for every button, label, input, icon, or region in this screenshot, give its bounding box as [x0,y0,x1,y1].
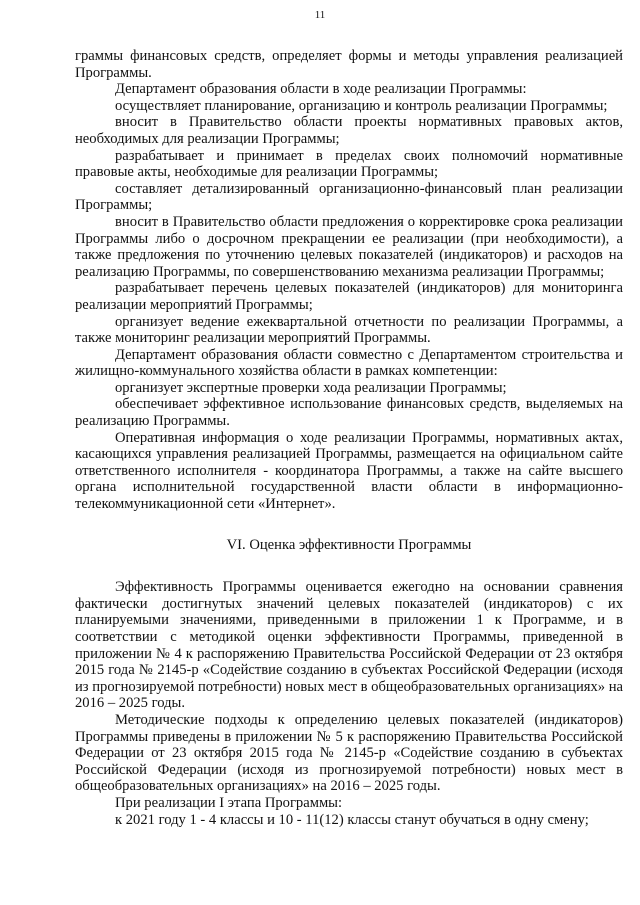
section-heading: VI. Оценка эффективности Программы [226,536,472,553]
list-item: к 2021 году 1 - 4 классы и 10 - 11(12) классы станут обучаться в одну смену; [115,811,589,828]
document-body [75,48,623,828]
paragraph: Эффективность Программы оценивается ежегодно на основании сравнения фактически достигнутых значений целевых показателей (индикаторов) с их планируемыми значениями, приведенными в приложении 1 к Программе, и в соответствии с методикой оценки эффективности Программы, приведенной в приложении № 4 к распоряжению Правительства Российской Федерации от 23 октября 2015 года № 2145-р «Содействие созданию в субъектах Российской Федерации (исходя из прогнозируемой потребности) новых мест в общеобразовательных организациях» на 2016 – 2025 годы. [75,579,623,712]
page-number: 11 [314,9,326,21]
list-item: организует ведение ежеквартальной отчетности по реализации Программы, а также мониторинг реализации мероприятий Программы. [75,313,623,347]
paragraph: Департамент образования области в ходе реализации Программы: [115,81,527,98]
list-item: организует экспертные проверки хода реализации Программы; [115,379,507,396]
paragraph: При реализации I этапа Программы: [115,794,343,811]
list-item: вносит в Правительство области проекты нормативных правовых актов, необходимых для реализации Программы; [75,114,623,147]
list-item: разрабатывает и принимает в пределах своих полномочий нормативные правовые акты, необходимые для реализации Программы; [75,147,623,181]
paragraph: Оперативная информация о ходе реализации Программы, нормативных актах, касающихся управления реализацией Программы, размещается на официальном сайте ответственного исполнителя - координатора Программы, а также на сайте высшего органа исполнительной государственной власти области в информационно-телекоммуникационной сети «Интернет». [75,429,623,513]
list-item: разрабатывает перечень целевых показателей (индикаторов) для мониторинга реализации мероприятий Программы; [75,280,623,313]
paragraph: Департамент образования области совместно с Департаментом строительства и жилищно-коммунального хозяйства области в рамках компетенции: [75,346,623,380]
list-item: обеспечивает эффективное использование финансовых средств, выделяемых на реализацию Программы. [75,396,623,430]
paragraph: граммы финансовых средств, определяет формы и методы управления реализацией Программы. [75,48,623,81]
paragraph: Методические подходы к определению целевых показателей (индикаторов) Программы приведены в приложении № 5 к распоряжению Правительства Российской Федерации от 23 октября 2015 года № 2145-р «Содействие созданию в субъектах Российской Федерации (исходя из прогнозируемой потребности) новых мест в общеобразовательных организациях» на 2016 – 2025 годы. [75,711,623,795]
list-item: вносит в Правительство области предложения о корректировке срока реализации Программы либо о досрочном прекращении ее реализации (при необходимости), а также предложения по уточнению целевых показателей (индикаторов) и расходов на реализацию Программы, по совершенствованию механизма реализации Программы; [75,213,623,280]
list-item: составляет детализированный организационно-финансовый план реализации Программы; [75,180,623,214]
list-item: осуществляет планирование, организацию и контроль реализации Программы; [115,97,608,114]
